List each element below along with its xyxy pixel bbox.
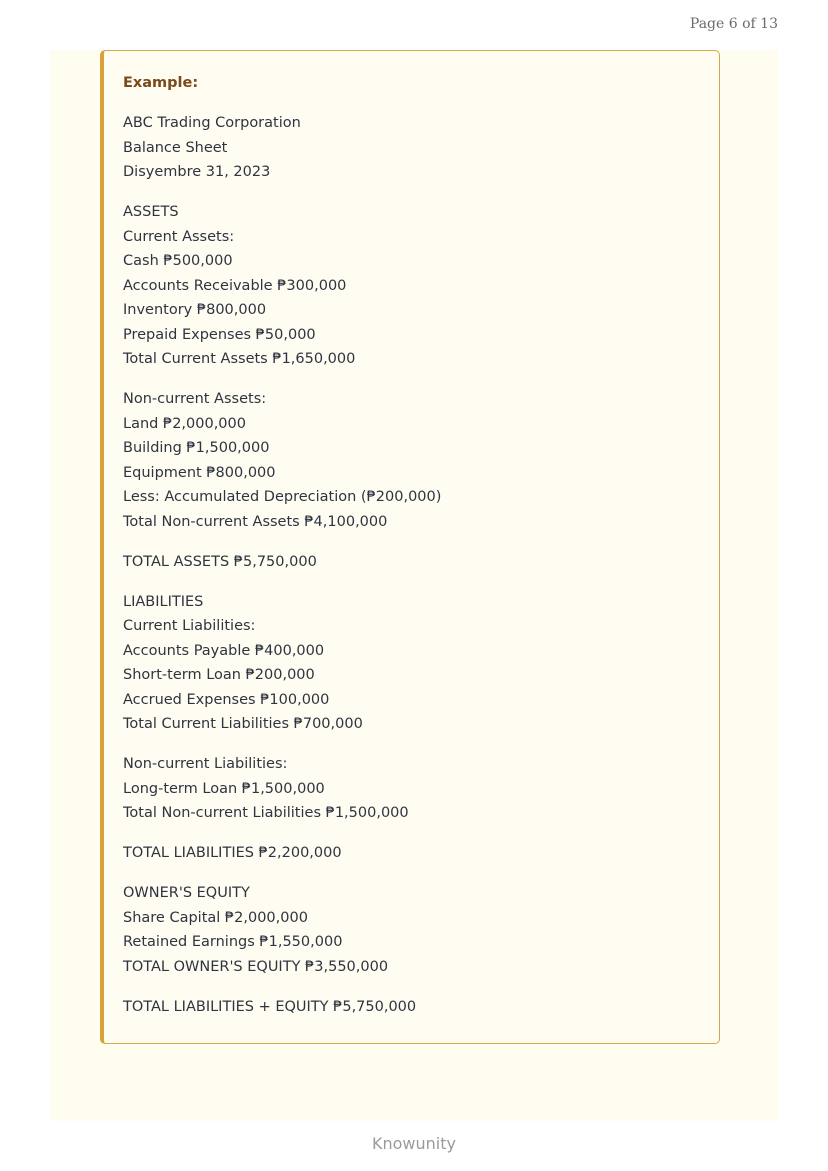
company-name: ABC Trading Corporation	[123, 115, 301, 131]
statement-date: Disyembre 31, 2023	[123, 164, 271, 180]
line-item: Less: Accumulated Depreciation (₱200,000)	[123, 489, 442, 505]
statement-title: Balance Sheet	[123, 139, 228, 156]
owners-equity-heading: OWNER'S EQUITY	[123, 885, 250, 901]
current-liabilities-heading: Current Liabilities:	[123, 618, 256, 634]
line-item: Cash ₱500,000	[123, 253, 233, 269]
noncurrent-liabilities-section	[123, 752, 719, 826]
line-item: Retained Earnings ₱1,550,000	[123, 934, 343, 950]
noncurrent-assets-heading: Non-current Assets:	[123, 391, 267, 407]
line-item: Equipment ₱800,000	[123, 464, 276, 481]
footer-brand: Knowunity	[372, 1134, 456, 1153]
total-liabilities-line: TOTAL LIABILITIES ₱2,200,000	[123, 845, 342, 861]
total-assets-line: TOTAL ASSETS ₱5,750,000	[123, 553, 317, 570]
example-label: Example:	[123, 75, 199, 91]
current-liabilities-section	[123, 590, 719, 737]
current-assets-section	[123, 200, 719, 372]
assets-heading: ASSETS	[123, 204, 179, 220]
line-item: Building ₱1,500,000	[123, 440, 270, 456]
owners-equity-section	[123, 881, 719, 979]
line-item: Inventory ₱800,000	[123, 302, 267, 318]
total-liabilities-equity-line: TOTAL LIABILITIES + EQUITY ₱5,750,000	[123, 998, 417, 1015]
subtotal-line: TOTAL OWNER'S EQUITY ₱3,550,000	[123, 958, 389, 975]
total-liabilities-section	[123, 841, 719, 866]
line-item: Prepaid Expenses ₱50,000	[123, 326, 316, 343]
page-number: Page 6 of 13	[689, 16, 778, 32]
subtotal-line: Total Current Assets ₱1,650,000	[123, 351, 356, 367]
grand-total-section	[123, 995, 719, 1020]
statement-heading	[123, 111, 719, 185]
line-item: Land ₱2,000,000	[123, 415, 246, 432]
line-item: Accrued Expenses ₱100,000	[123, 691, 330, 708]
example-box	[100, 50, 720, 1044]
current-assets-heading: Current Assets:	[123, 228, 235, 245]
line-item: Short-term Loan ₱200,000	[123, 667, 315, 683]
noncurrent-assets-section	[123, 387, 719, 534]
line-item: Share Capital ₱2,000,000	[123, 909, 308, 926]
subtotal-line: Total Non-current Liabilities ₱1,500,000	[123, 805, 409, 821]
total-assets-section	[123, 550, 719, 575]
line-item: Long-term Loan ₱1,500,000	[123, 780, 325, 797]
noncurrent-liabilities-heading: Non-current Liabilities:	[123, 756, 288, 772]
liabilities-heading: LIABILITIES	[123, 593, 204, 610]
subtotal-line: Total Non-current Assets ₱4,100,000	[123, 513, 388, 530]
line-item: Accounts Payable ₱400,000	[123, 642, 325, 659]
subtotal-line: Total Current Liabilities ₱700,000	[123, 716, 363, 732]
line-item: Accounts Receivable ₱300,000	[123, 277, 347, 294]
